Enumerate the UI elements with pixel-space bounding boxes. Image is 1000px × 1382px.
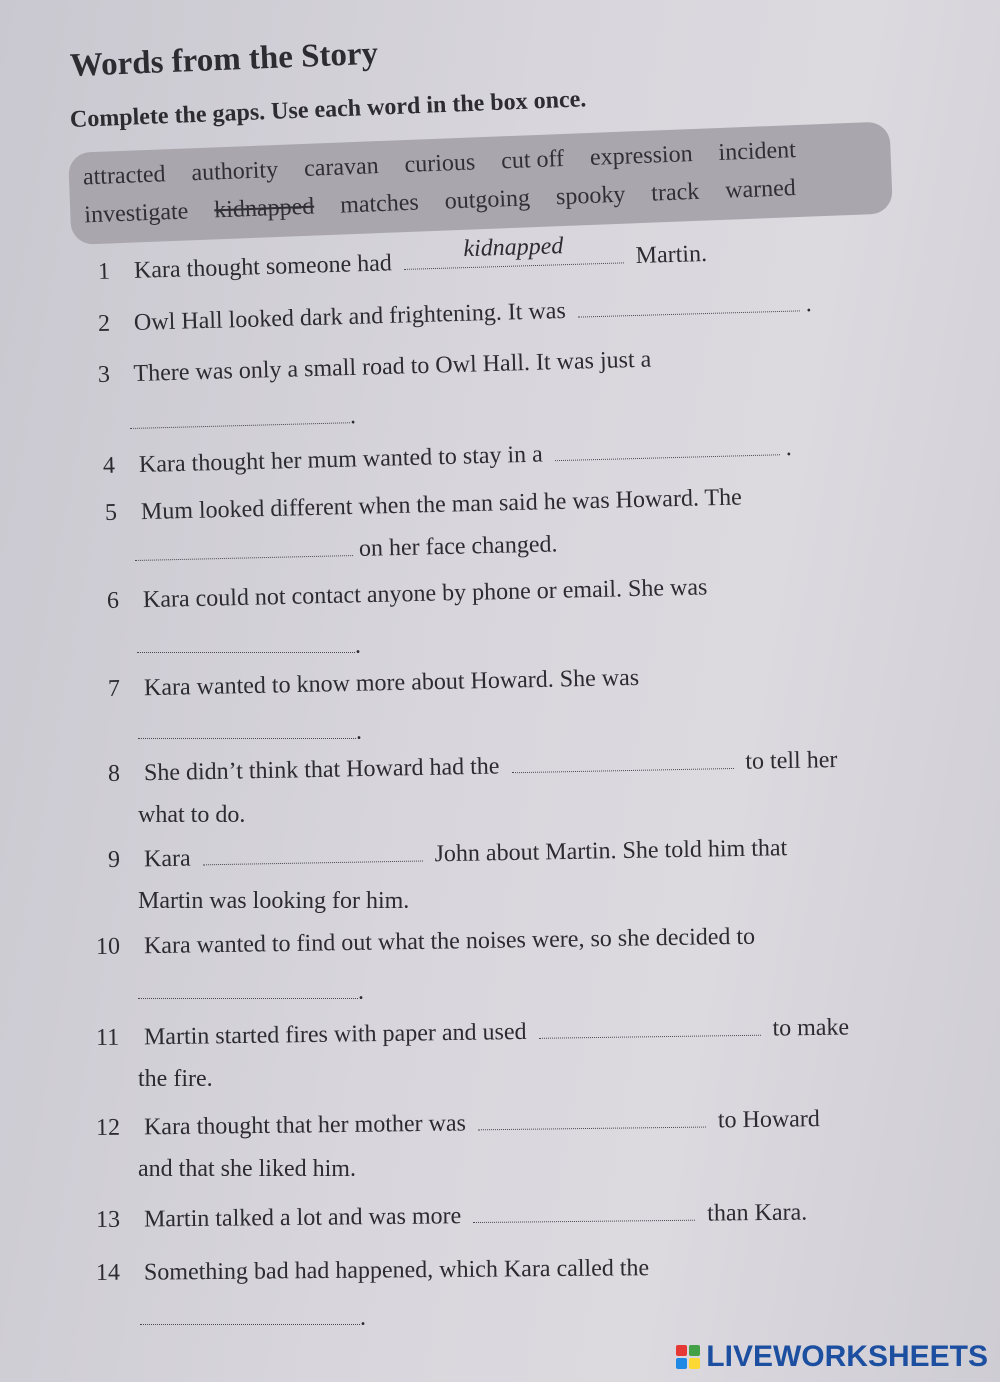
question-number: 7 <box>107 675 121 702</box>
answer-text: kidnapped <box>463 233 564 263</box>
question-12-line-2: and that she liked him. <box>138 1156 356 1182</box>
word-matches: matches <box>339 189 420 219</box>
question-7 <box>108 665 640 703</box>
question-text-after: . <box>356 719 362 745</box>
question-text-after: to tell her <box>745 746 838 775</box>
answer-blank-13[interactable] <box>473 1200 695 1223</box>
word-investigate: investigate <box>83 198 189 229</box>
question-text: Something bad had happened, which Kara called the <box>143 1255 650 1286</box>
answer-blank-12[interactable] <box>478 1107 706 1131</box>
question-text: Kara wanted to know more about Howard. She was <box>143 664 640 702</box>
question-text: She didn’t think that Howard had the <box>143 753 500 787</box>
question-5 <box>105 484 742 527</box>
question-text-after: . <box>360 1305 366 1331</box>
word-kidnapped-used: kidnapped <box>213 193 315 224</box>
word-cut-off: cut off <box>500 145 565 175</box>
question-number: 6 <box>106 587 120 614</box>
word-authority: authority <box>190 156 279 187</box>
word-caravan: caravan <box>303 153 380 182</box>
question-text: Kara thought her mum wanted to stay in a <box>138 441 544 479</box>
answer-blank-10[interactable] <box>138 978 358 999</box>
answer-blank-8[interactable] <box>511 748 733 773</box>
answer-blank-3[interactable] <box>130 402 350 429</box>
question-text: Owl Hall looked dark and frightening. It was <box>133 297 567 336</box>
liveworksheets-logo <box>676 1340 988 1374</box>
word-expression: expression <box>589 141 694 171</box>
word-outgoing: outgoing <box>444 185 531 215</box>
question-text: There was only a small road to Owl Hall. It was just a <box>133 346 652 388</box>
question-6-line-2 <box>137 632 361 660</box>
question-number: 11 <box>95 1024 120 1051</box>
question-text-after: . <box>358 979 364 1005</box>
logo-mark-icon <box>676 1345 700 1369</box>
answer-blank-14[interactable] <box>140 1304 360 1325</box>
answer-blank-5[interactable] <box>135 535 353 561</box>
question-text: Kara thought that her mother was <box>143 1110 467 1141</box>
question-6 <box>107 574 708 615</box>
page-title: Words from the Story <box>69 35 379 84</box>
question-text: Mum looked different when the man said he was Howard. The <box>140 484 743 526</box>
question-number: 14 <box>95 1259 121 1286</box>
word-warned: warned <box>724 175 797 204</box>
question-9 <box>108 834 788 874</box>
answer-blank-4[interactable] <box>554 434 779 461</box>
answer-blank-11[interactable] <box>538 1015 760 1039</box>
question-number: 2 <box>97 310 111 337</box>
question-7-line-2 <box>138 718 362 746</box>
question-14 <box>96 1255 649 1287</box>
question-number: 8 <box>107 760 121 787</box>
instruction-text: Complete the gaps. Use each word in the box once. <box>69 86 587 133</box>
question-text-after: . <box>805 291 812 318</box>
answer-blank-1[interactable] <box>403 233 624 270</box>
question-3 <box>98 347 652 389</box>
question-text-after: to Howard <box>717 1106 820 1134</box>
question-text-after: on her face changed. <box>358 531 558 562</box>
question-11-line-2: the fire. <box>138 1066 213 1092</box>
question-number: 13 <box>95 1206 121 1233</box>
question-number: 10 <box>95 933 121 960</box>
question-9-line-2: Martin was looking for him. <box>138 888 410 914</box>
question-8-line-2: what to do. <box>138 802 246 828</box>
question-text-after: John about Martin. She told him that <box>434 835 788 868</box>
question-10-line-2 <box>138 978 364 1006</box>
question-text: Kara could not contact anyone by phone or email. She was <box>142 574 708 614</box>
question-text: Martin started fires with paper and used <box>143 1018 527 1051</box>
question-text-after: to make <box>772 1014 850 1042</box>
question-5-line-2 <box>135 530 558 568</box>
question-3-line-2 <box>130 402 357 436</box>
word-spooky: spooky <box>555 181 626 211</box>
question-1 <box>97 233 708 286</box>
question-number: 3 <box>97 361 111 388</box>
logo-text: LIVEWORKSHEETS <box>706 1340 988 1373</box>
word-curious: curious <box>404 149 476 179</box>
answer-blank-6[interactable] <box>137 632 355 653</box>
question-text-after: . <box>349 403 357 430</box>
question-10 <box>96 924 755 961</box>
question-14-line-2 <box>140 1304 366 1332</box>
word-attracted: attracted <box>82 161 166 191</box>
word-incident: incident <box>718 137 797 167</box>
answer-blank-9[interactable] <box>202 841 422 866</box>
question-text: Kara <box>143 845 191 873</box>
word-box <box>68 121 893 244</box>
question-text-after: than Kara. <box>707 1199 808 1227</box>
question-4 <box>103 434 792 480</box>
answer-blank-7[interactable] <box>138 718 356 739</box>
question-13 <box>96 1199 807 1234</box>
question-text: Kara thought someone had <box>133 250 393 284</box>
question-text-after: . <box>785 434 793 462</box>
answer-blank-2[interactable] <box>577 290 799 317</box>
question-2 <box>98 290 812 338</box>
question-number: 12 <box>95 1114 121 1141</box>
question-text-after: Martin. <box>635 240 708 270</box>
question-text-after: . <box>355 633 361 659</box>
question-8 <box>108 746 838 788</box>
word-track: track <box>650 178 700 207</box>
question-number: 4 <box>102 452 116 479</box>
question-text: Kara wanted to find out what the noises were, so she decided to <box>143 923 756 960</box>
question-11 <box>96 1013 850 1052</box>
question-number: 1 <box>97 258 111 285</box>
question-number: 9 <box>107 846 121 873</box>
question-12 <box>96 1105 820 1142</box>
question-number: 5 <box>104 499 118 526</box>
question-text: Martin talked a lot and was more <box>143 1203 462 1233</box>
